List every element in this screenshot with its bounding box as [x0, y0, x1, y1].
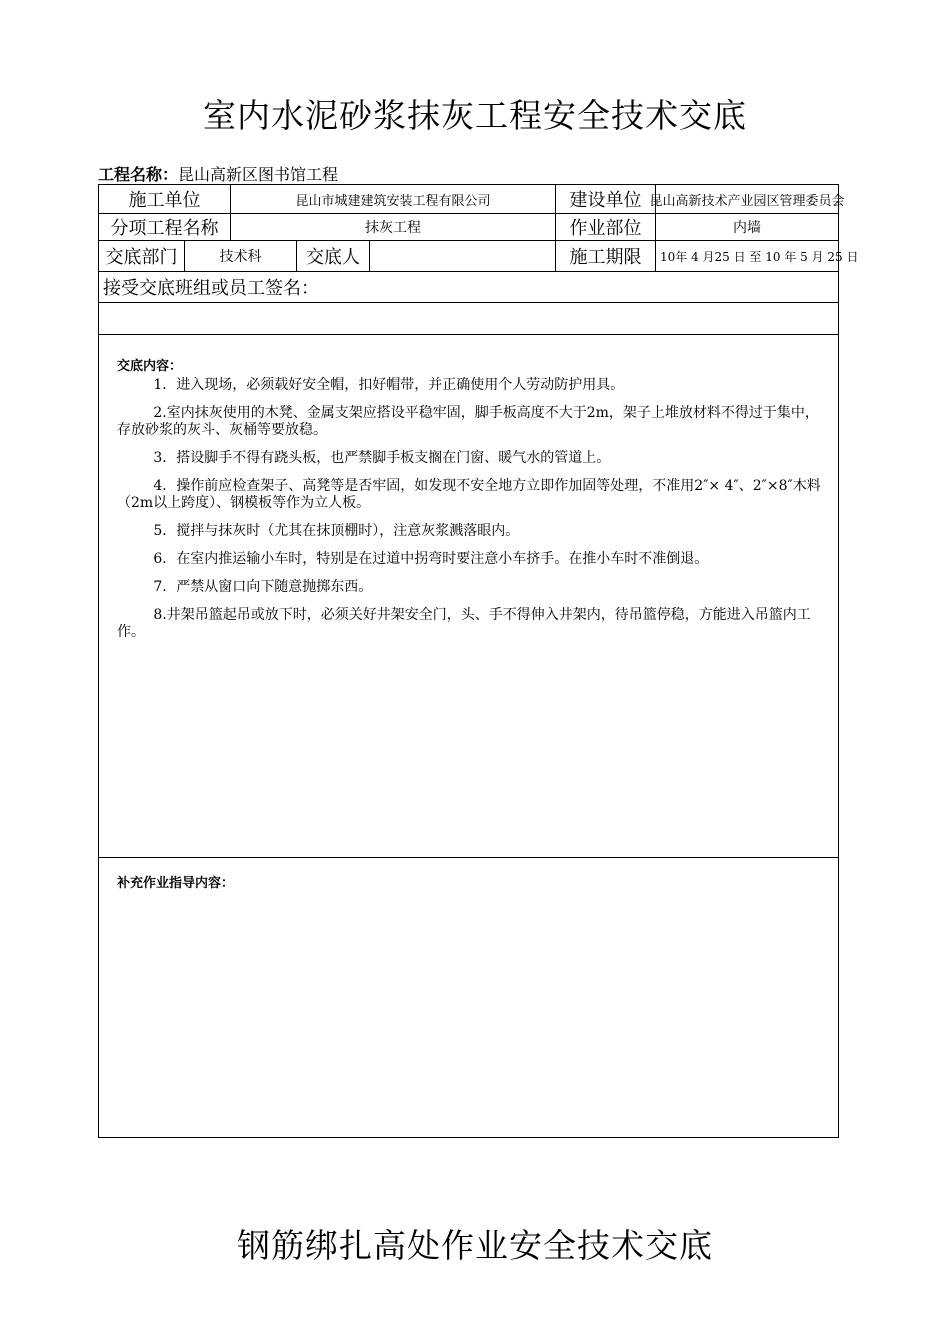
department-value: 技术科: [185, 241, 297, 272]
project-name-value: 昆山高新区图书馆工程: [178, 165, 339, 184]
content-item: 6．在室内推运输小车时，特别是在过道中拐弯时要注意小车挤手。在推小车时不准倒退。: [153, 551, 709, 567]
document-title: 室内水泥砂浆抹灰工程安全技术交底: [203, 96, 747, 135]
next-document-title: 钢筋绑扎高处作业安全技术交底: [237, 1226, 713, 1265]
construction-unit-label: 施工单位: [99, 185, 231, 214]
period-label: 施工期限: [556, 241, 656, 272]
construction-unit-value: 昆山市城建建筑安装工程有限公司: [231, 185, 556, 214]
disclosure-content: [99, 335, 838, 858]
project-name-line: [98, 162, 338, 185]
content-item: 8.井架吊篮起吊或放下时，必须关好井架安全门，头、手不得伸入井架内，待吊篮停稳，方能进入吊篮内工作。: [117, 607, 811, 640]
department-label: 交底部门: [99, 241, 185, 272]
work-location-value: 内墙: [656, 214, 838, 241]
discloser-label: 交底人: [297, 241, 370, 272]
supplement-heading: 补充作业指导内容：: [117, 876, 235, 891]
owner-unit-label: 建设单位: [556, 185, 656, 214]
content-item: 5．搅拌与抹灰时（尤其在抹顶棚时），注意灰浆溅落眼内。: [153, 523, 520, 539]
work-location-label: 作业部位: [556, 214, 656, 241]
content-item: 1．进入现场，必须载好安全帽，扣好帽带，并正确使用个人劳动防护用具。: [153, 377, 625, 393]
content-item: 7．严禁从窗口向下随意抛掷东西。: [153, 579, 373, 595]
content-item: 2.室内抹灰使用的木凳、金属支架应搭设平稳牢固，脚手板高度不大于2m，架子上堆放材料不得过于集中，存放砂浆的灰斗、灰桶等要放稳。: [117, 405, 819, 438]
period-value: 10年 4 月25 日 至 10 年 5 月 25 日: [656, 241, 838, 272]
sub-project-label: 分项工程名称: [99, 214, 231, 241]
content-item: 3．搭设脚手不得有跷头板，也严禁脚手板支搁在门窗、暖气水的管道上。: [153, 450, 611, 466]
discloser-value: [370, 241, 556, 272]
supplement-section: [99, 858, 838, 1137]
content-heading: 交底内容：: [117, 359, 183, 374]
signature-area: [99, 303, 838, 335]
signature-label: 接受交底班组或员工签名：: [99, 272, 838, 303]
owner-unit-value: 昆山高新技术产业园区管理委员会: [656, 185, 838, 214]
project-name-label: 工程名称：: [98, 165, 179, 184]
disclosure-form: [98, 184, 859, 1138]
content-item: 4．操作前应检查架子、高凳等是否牢固，如发现不安全地方立即作加固等处理，不准用2″× 4″、2″×8″木料（2m以上跨度）、钢模板等作为立人板。: [117, 478, 821, 511]
sub-project-value: 抹灰工程: [231, 214, 556, 241]
